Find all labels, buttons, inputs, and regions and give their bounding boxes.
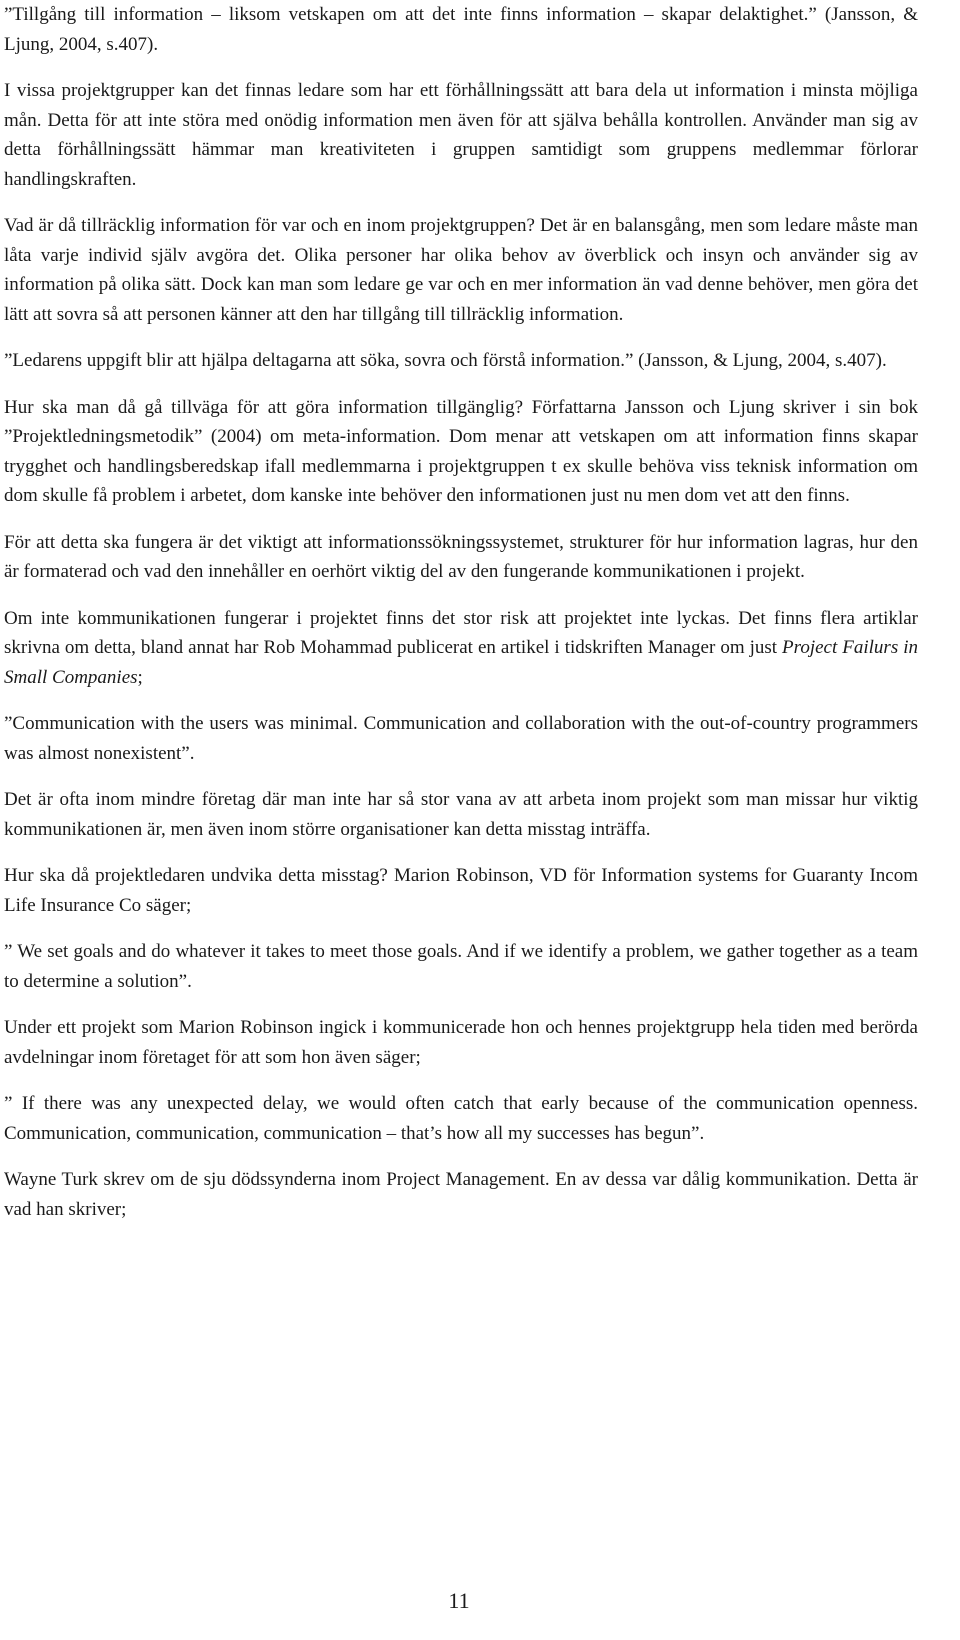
paragraph-avoid-mistake: Hur ska då projektledaren undvika detta misstag? Marion Robinson, VD för Information systems for Guaranty Incom Life Insurance Co säger; xyxy=(4,865,918,916)
paragraph-text: Om inte kommunikationen fungerar i projektet finns det stor risk att projektet inte lyckas. Det finns flera artiklar skrivna om detta, bland annat har Rob Mohammad publicerat en artikel i tidskriften Manager om just xyxy=(4,607,918,658)
page-number: 11 xyxy=(448,1588,470,1613)
paragraph-quote-delay: ” If there was any unexpected delay, we would often catch that early because of the communication openness. Communication, communication, communication – that’s how all my successes has begun”. xyxy=(4,1093,918,1144)
document-body xyxy=(4,0,918,1241)
paragraph-quote-goals: ” We set goals and do whatever it takes to meet those goals. And if we identify a problem, we gather together as a team to determine a solution”. xyxy=(4,941,918,992)
paragraph-search-system: För att detta ska fungera är det viktigt att informationssökningssystemet, strukturer för hur information lagras, hur den är formaterad och vad den innehåller en oerhört viktig del av den fungerande kommunikationen i projekt. xyxy=(4,531,918,582)
paragraph-quote-access: ”Tillgång till information – liksom vetskapen om att det inte finns information – skapar delaktighet.” (Jansson, & Ljung, 2004, s.407). xyxy=(4,4,918,55)
paragraph-meta-information: Hur ska man då gå tillväga för att göra information tillgänglig? Författarna Jansson och Ljung skriver i sin bok ”Projektledningsmetodik” (2004) om meta-information. Dom menar att vetskapen om att information finns skapar trygghet och handlingsberedskap ifall medlemmarna i projektgruppen t ex skulle behöva viss teknisk information om dom skulle få problem i arbetet, dom kanske inte behöver den informationen just nu men dom vet att den finns. xyxy=(4,396,918,506)
paragraph-quote-communication: ”Communication with the users was minimal. Communication and collaboration with the out-of-country programmers was almost nonexistent”. xyxy=(4,713,918,764)
paragraph-small-companies: Det är ofta inom mindre företag där man inte har så stor vana av att arbeta inom projekt som man missar hur viktig kommunikationen är, men även inom större organisationer kan detta misstag inträffa. xyxy=(4,789,918,840)
paragraph-quote-leader-task: ”Ledarens uppgift blir att hjälpa deltagarna att söka, sovra och förstå information.” (Jansson, & Ljung, 2004, s.407). xyxy=(4,350,887,371)
article-title: Project Failurs in Small Companies xyxy=(4,637,918,688)
paragraph-wayne-turk: Wayne Turk skrev om de sju dödssynderna inom Project Management. En av dessa var dålig kommunikation. Detta är vad han skriver; xyxy=(4,1169,918,1220)
paragraph-leaders-sharing: I vissa projektgrupper kan det finnas ledare som har ett förhållningssätt att bara dela ut information i minsta möjliga mån. Detta för att inte störa med onödig information men även för att själva behålla kontrollen. Använder man sig av detta förhållningssätt hämmar man kreativiteten i gruppen samtidigt som gruppens medlemmar förlorar handlingskraften. xyxy=(4,80,918,190)
paragraph-sufficient-info: Vad är då tillräcklig information för var och en inom projektgruppen? Det är en balansgång, men som ledare måste man låta varje individ själv avgöra det. Olika personer har olika behov av överblick och insyn och använder sig av information på olika sätt. Dock kan man som ledare ge var och en mer information än vad denne behöver, men göra det lätt att sovra så att personen känner att den har tillgång till tillräcklig information. xyxy=(4,215,918,325)
paragraph-project-failure xyxy=(4,604,918,693)
paragraph-text-end: ; xyxy=(137,666,143,688)
paragraph-robinson-project: Under ett projekt som Marion Robinson ingick i kommunicerade hon och hennes projektgrupp hela tiden med berörda avdelningar inom företaget för att som hon även säger; xyxy=(4,1017,918,1068)
